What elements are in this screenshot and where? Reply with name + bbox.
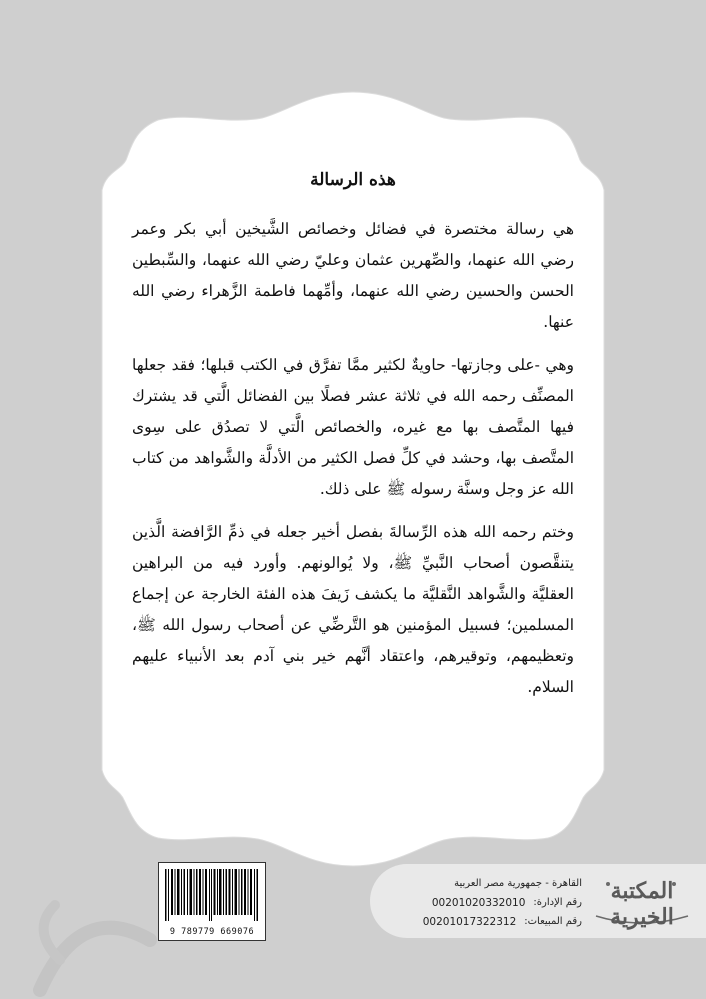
publisher-location: القاهرة - جمهورية مصر العربية [454, 878, 582, 889]
admin-number-label: رقم الإدارة: [533, 897, 582, 908]
publisher-info [382, 874, 582, 931]
content-panel [132, 170, 574, 715]
paragraph-1: هي رسالة مختصرة في فضائل وخصائص الشَّيخين أبي بكر وعمر رضي الله عنهما، والصِّهرين عثمان وعليّ رضي الله عنهما، والسِّبطين الحسن والحسين رضي الله عنهما، وأمِّهما فاطمة الزَّهراء رضي الله عنها. [132, 220, 574, 331]
sales-number-label: رقم المبيعات: [524, 916, 582, 927]
publisher-logo-text: المكتبة الخيرية [610, 878, 674, 930]
publisher-logo [588, 872, 696, 930]
page-title: هذه الرسالة [310, 170, 396, 190]
paragraph-3: وختم رحمه الله هذه الرِّسالةَ بفصل أخير جعله في ذمِّ الرَّافضة الَّذين يتنقَّصون أصحاب النَّبيِّ ﷺ، ولا يُوالونهم. وأورد فيه من البراهين العقليَّة والشَّواهد النَّقليَّة ما يكشف زَيفَ هذه الفئة الخارجة عن إجماع المسلمين؛ فسبيل المؤمنين هو التَّرضِّي عن أصحاب رسول الله ﷺ، وتعظيمهم، وتوقيرهم، واعتقاد أنَّهم خير بني آدم بعد الأنبياء عليهم السلام. [132, 523, 574, 696]
isbn-barcode [158, 862, 266, 941]
barcode-number: 9 789779 669076 [169, 927, 255, 937]
publisher-bar [370, 864, 706, 938]
sales-number: 00201017322312 [422, 915, 517, 928]
barcode-bars [165, 869, 259, 921]
paragraph-2: وهي -على وجازتها- حاويةٌ لكثير ممَّا تفرَّق في الكتب قبلها؛ فقد جعلها المصنِّف رحمه الله في ثلاثة عشر فصلًا بين الفضائل الَّتي قد يشترك فيها المتَّصف بها مع غيره، والخصائص الَّتي لا تصدُق على سِوى المتَّصف بها، وحشد في كلِّ فصل الكثير من الأدلَّة والشَّواهد من كتاب الله عز وجل وسنَّة رسوله ﷺ على ذلك. [132, 356, 574, 498]
admin-number: 00201020332010 [431, 896, 526, 909]
